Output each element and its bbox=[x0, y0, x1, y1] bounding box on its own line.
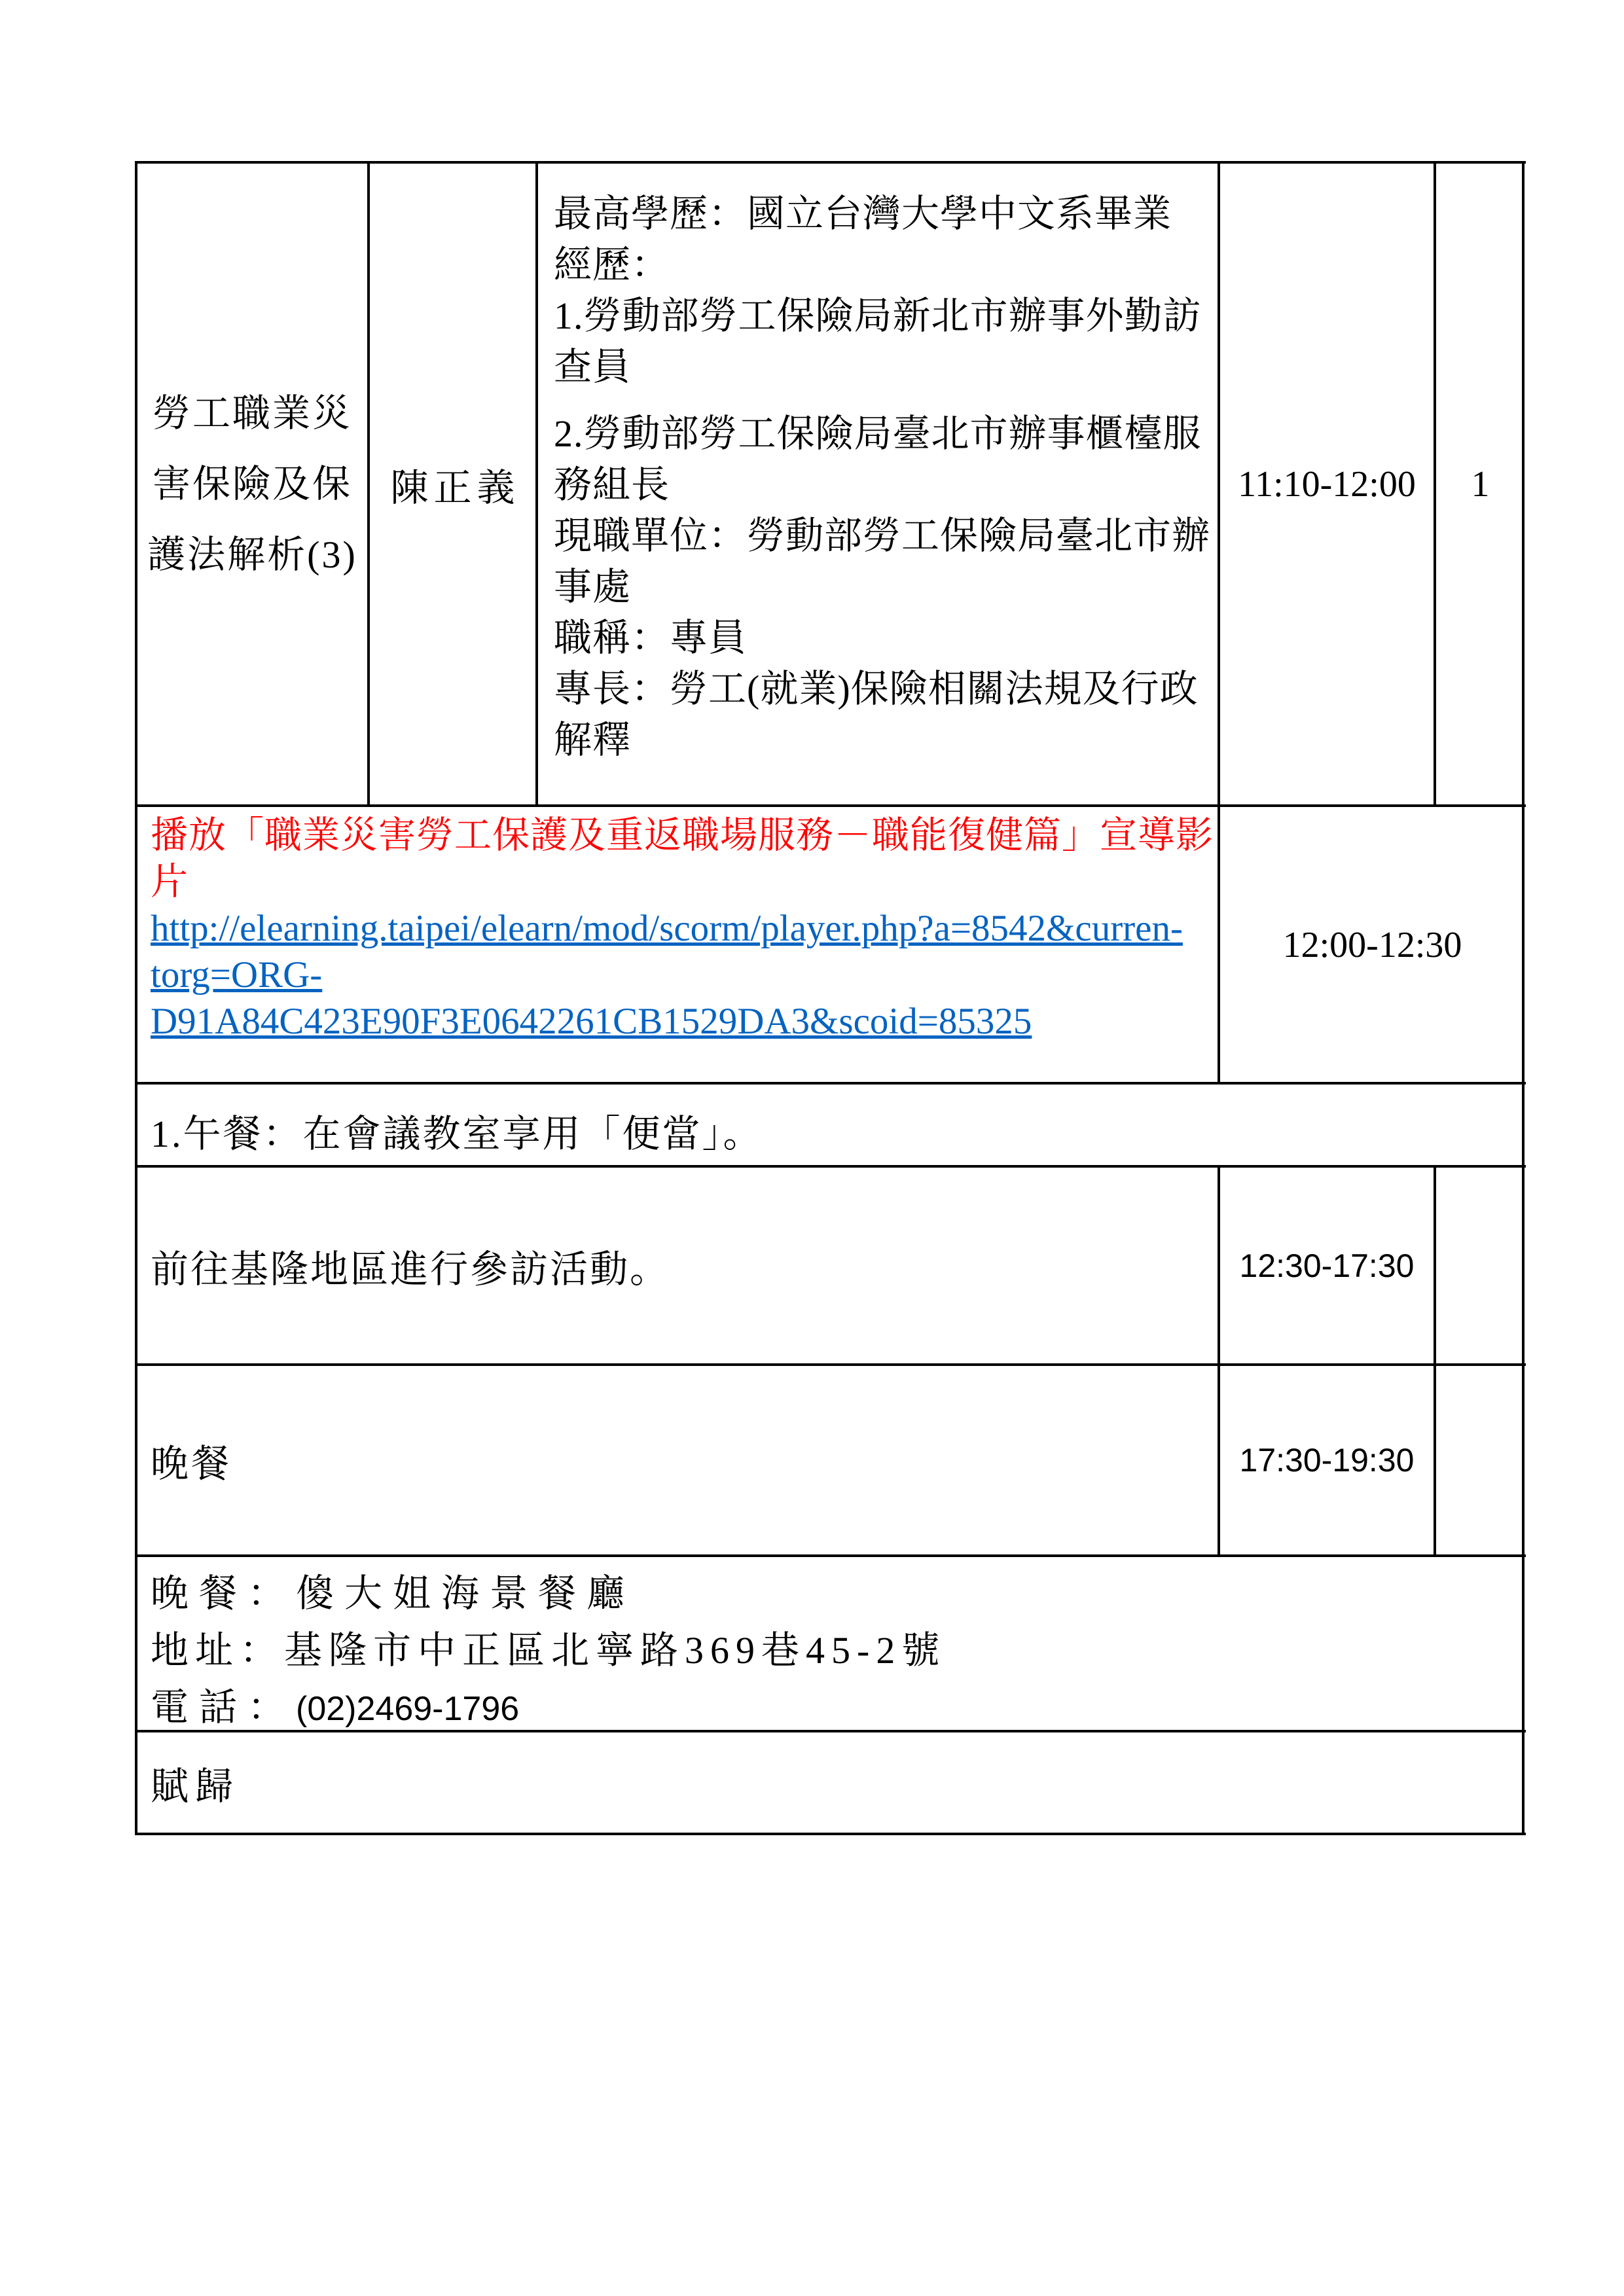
video-announcement-cell bbox=[136, 806, 1219, 1085]
bio-experience-label: 經歷： bbox=[554, 243, 670, 286]
bio-job-title: 職稱：專員 bbox=[554, 617, 748, 659]
restaurant-address: 地址：基隆市中正區北寧路369巷45-2號 bbox=[151, 1629, 947, 1672]
time-cell-video bbox=[1219, 806, 1526, 1085]
time-value: 11:10-12:00 bbox=[1238, 463, 1416, 505]
video-announcement-line-cont: 片 bbox=[151, 861, 189, 903]
time-value: 17:30-19:30 bbox=[1239, 1442, 1415, 1479]
time-value: 12:00-12:30 bbox=[1282, 925, 1462, 965]
lunch-row-cell bbox=[136, 1083, 1526, 1166]
return-row-cell bbox=[136, 1731, 1526, 1834]
bio-experience-2-cont: 務組長 bbox=[554, 463, 670, 506]
lunch-text: 1.午餐：在會議教室享用「便當」。 bbox=[151, 1112, 763, 1155]
phone-label: 電話： bbox=[151, 1686, 297, 1729]
dinner-row-cell bbox=[136, 1365, 1219, 1556]
course-title-line: 護法解析(3) bbox=[147, 533, 357, 576]
credit-count-cell bbox=[1435, 162, 1526, 806]
speaker-name: 陳正義 bbox=[390, 466, 520, 509]
hyperlink-line-2: torg=ORG- bbox=[151, 954, 323, 996]
bio-specialty-cont: 解釋 bbox=[554, 719, 632, 761]
video-announcement-line: 播放「職業災害勞工保護及重返職場服務－職能復健篇」宣導影 bbox=[151, 815, 1214, 856]
bio-experience-1-cont: 查員 bbox=[554, 346, 632, 388]
restaurant-info-cell bbox=[136, 1556, 1526, 1731]
empty-cell bbox=[1435, 1365, 1526, 1556]
bio-experience-1: 1.勞動部勞工保險局新北市辦事外勤訪 bbox=[554, 295, 1202, 337]
bio-current-unit: 現職單位：勞動部勞工保險局臺北市辦 bbox=[554, 514, 1211, 557]
course-title-cell bbox=[136, 162, 369, 806]
elearning-hyperlink[interactable] bbox=[151, 905, 1207, 1045]
bio-experience-2: 2.勞動部勞工保險局臺北市辦事櫃檯服 bbox=[554, 412, 1202, 455]
return-text: 賦歸 bbox=[151, 1765, 240, 1808]
course-title-line: 勞工職業災 bbox=[152, 391, 352, 435]
speaker-bio-cell bbox=[537, 162, 1219, 806]
visit-text: 前往基隆地區進行參訪活動。 bbox=[151, 1247, 670, 1291]
bio-current-unit-cont: 事處 bbox=[554, 565, 632, 608]
bio-specialty: 專長：勞工(就業)保險相關法規及行政 bbox=[554, 668, 1199, 710]
phone-number: (02)2469-1796 bbox=[296, 1690, 520, 1728]
bio-education: 最高學歷：國立台灣大學中文系畢業 bbox=[554, 192, 1172, 235]
time-value: 12:30-17:30 bbox=[1239, 1247, 1415, 1284]
course-title-line: 害保險及保 bbox=[152, 462, 352, 505]
hyperlink-line-1: http://elearning.taipei/elearn/mod/scorm/player.php?a=8542&curren- bbox=[151, 908, 1183, 949]
empty-cell bbox=[1435, 1166, 1526, 1365]
visit-row-cell bbox=[136, 1166, 1219, 1365]
time-cell-lecture bbox=[1219, 162, 1435, 806]
speaker-cell bbox=[369, 162, 537, 806]
restaurant-name: 晚餐：傻大姐海景餐廳 bbox=[151, 1572, 636, 1615]
restaurant-phone bbox=[151, 1679, 1526, 1738]
time-cell-visit bbox=[1219, 1166, 1435, 1365]
time-cell-dinner bbox=[1219, 1365, 1435, 1556]
hyperlink-line-3: D91A84C423E90F3E0642261CB1529DA3&scoid=85325 bbox=[151, 1001, 1032, 1042]
dinner-text: 晚餐 bbox=[151, 1443, 232, 1485]
credit-count: 1 bbox=[1471, 463, 1490, 505]
